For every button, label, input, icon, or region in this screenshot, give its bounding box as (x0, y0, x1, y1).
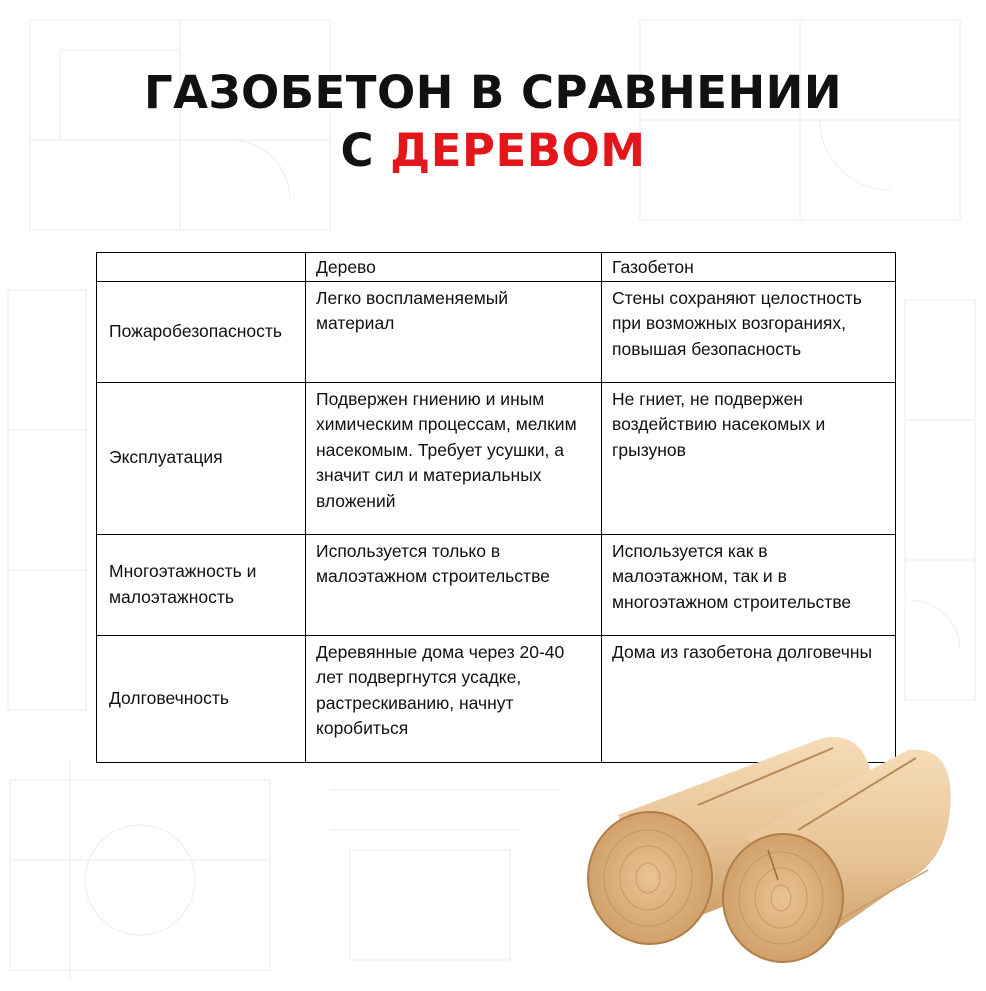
table-header-row (97, 253, 896, 282)
aerated-cell: Стены сохраняют целостность при возможных возгораниях, повышая безопасность (602, 281, 896, 382)
wood-cell: Деревянные дома через 20-40 лет подвергнутся усадке, растрескиванию, начнут коробиться (306, 635, 602, 762)
title-accent: ДЕРЕВОМ (390, 124, 646, 177)
wood-cell: Используется только в малоэтажном строительстве (306, 534, 602, 635)
wood-cell: Легко воспламеняемый материал (306, 281, 602, 382)
wooden-logs-illustration (578, 720, 958, 970)
title-line-2 (0, 122, 986, 180)
header-aerated-concrete: Газобетон (602, 253, 896, 282)
table-row (97, 382, 896, 534)
header-wood: Дерево (306, 253, 602, 282)
title-prefix: С (340, 124, 391, 177)
page-title (0, 64, 986, 180)
table-row (97, 281, 896, 382)
row-label: Эксплуатация (97, 382, 306, 534)
comparison-table (96, 252, 896, 763)
header-empty-cell (97, 253, 306, 282)
wood-cell: Подвержен гниению и иным химическим процессам, мелким насекомым. Требует усушки, а значит сил и материальных вложений (306, 382, 602, 534)
table-row (97, 534, 896, 635)
row-label: Многоэтажность и малоэтажность (97, 534, 306, 635)
row-label: Пожаробезопасность (97, 281, 306, 382)
aerated-cell: Не гниет, не подвержен воздействию насекомых и грызунов (602, 382, 896, 534)
row-label: Долговечность (97, 635, 306, 762)
title-line-1: ГАЗОБЕТОН В СРАВНЕНИИ (143, 66, 843, 119)
aerated-cell: Используется как в малоэтажном, так и в многоэтажном строительстве (602, 534, 896, 635)
aerated-cell: Дома из газобетона долговечны (602, 635, 896, 762)
